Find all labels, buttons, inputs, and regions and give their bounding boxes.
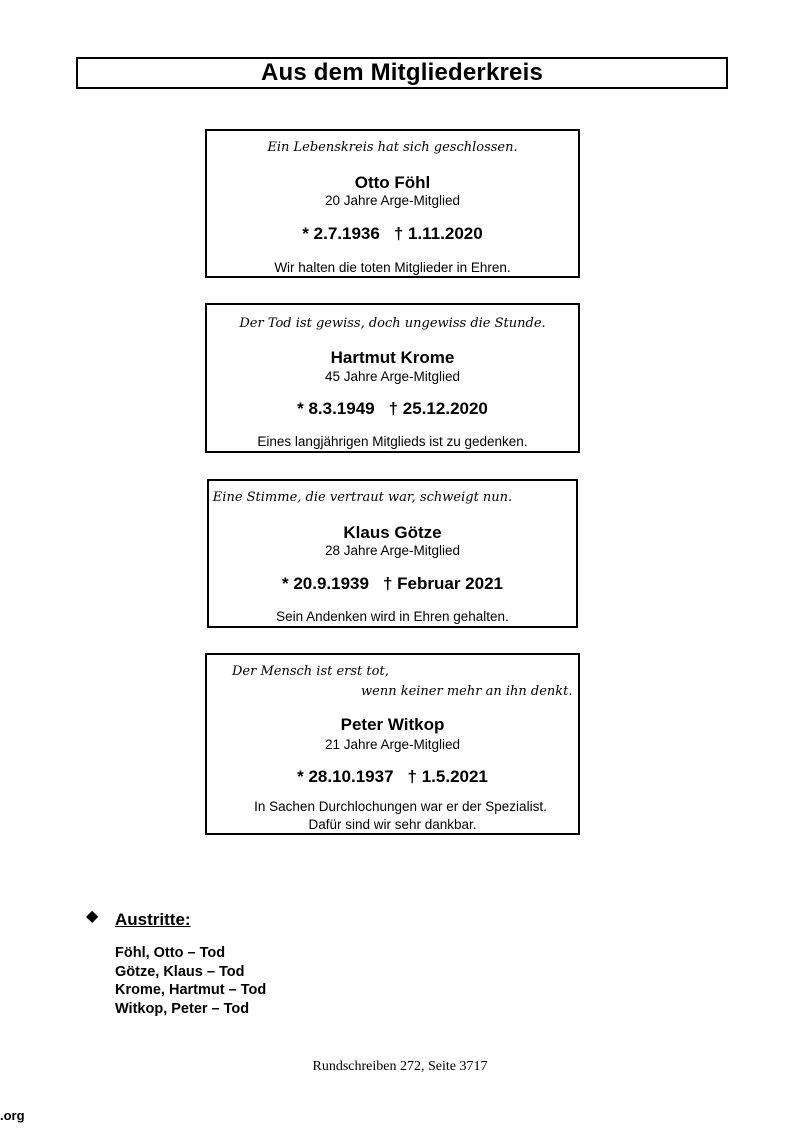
- list-item: Witkop, Peter – Tod: [115, 1000, 250, 1017]
- obituary-note: Wir halten die toten Mitglieder in Ehren.: [274, 260, 511, 275]
- page-footer: Rundschreiben 272, Seite 3717: [312, 1059, 488, 1074]
- austritte-heading: Austritte:: [115, 910, 191, 929]
- obituary-card-klaus-goetze: [207, 479, 578, 628]
- obituary-note-line1: In Sachen Durchlochungen war er der Spezialist.: [254, 799, 547, 814]
- birth-date: * 28.10.1937: [297, 767, 394, 786]
- death-date: † 25.12.2020: [388, 399, 488, 418]
- obituary-note-line2: Dafür sind wir sehr dankbar.: [308, 817, 477, 832]
- death-date: † Februar 2021: [382, 574, 503, 593]
- obituary-card-otto-foehl: [205, 129, 580, 278]
- obituary-card-peter-witkop: [205, 653, 580, 835]
- obituary-name: Peter Witkop: [340, 715, 445, 734]
- obituary-quote: Eine Stimme, die vertraut war, schweigt nun.: [212, 490, 513, 505]
- edge-url-fragment: .org: [0, 1108, 25, 1123]
- birth-date: * 2.7.1936: [302, 224, 380, 243]
- obituary-name: Hartmut Krome: [330, 348, 455, 367]
- obituary-quote-line2: wenn keiner mehr an ihn denkt.: [361, 684, 573, 699]
- austritte-list: [115, 944, 266, 1018]
- obituary-dates: [207, 767, 578, 787]
- obituary-note: Sein Andenken wird in Ehren gehalten.: [276, 609, 509, 624]
- death-date: † 1.5.2021: [407, 767, 488, 786]
- obituary-dates: [209, 574, 576, 594]
- obituary-membership: 45 Jahre Arge-Mitglied: [324, 369, 461, 384]
- birth-date: * 20.9.1939: [282, 574, 369, 593]
- obituary-card-hartmut-krome: [205, 303, 580, 453]
- obituary-membership: 21 Jahre Arge-Mitglied: [324, 737, 461, 752]
- obituary-dates: [207, 224, 578, 244]
- page-header: [76, 57, 728, 89]
- obituary-name: Otto Föhl: [354, 173, 431, 192]
- obituary-membership: 20 Jahre Arge-Mitglied: [324, 193, 461, 208]
- diamond-bullet-icon: ◆: [86, 908, 99, 925]
- obituary-membership: 28 Jahre Arge-Mitglied: [324, 543, 461, 558]
- obituary-note: Eines langjährigen Mitglieds ist zu gedenken.: [257, 434, 528, 449]
- obituary-quote: Ein Lebenskreis hat sich geschlossen.: [267, 140, 518, 155]
- obituary-quote: Der Tod ist gewiss, doch ungewiss die Stunde.: [239, 316, 546, 331]
- birth-date: * 8.3.1949: [297, 399, 375, 418]
- death-date: † 1.11.2020: [393, 224, 483, 243]
- page-title: Aus dem Mitgliederkreis: [260, 59, 544, 86]
- obituary-quote-line1: Der Mensch ist erst tot,: [232, 664, 389, 679]
- list-item: Götze, Klaus – Tod: [115, 963, 245, 980]
- obituary-dates: [207, 399, 578, 419]
- obituary-name: Klaus Götze: [343, 523, 442, 542]
- list-item: Krome, Hartmut – Tod: [115, 982, 267, 998]
- list-item: Föhl, Otto – Tod: [115, 945, 226, 961]
